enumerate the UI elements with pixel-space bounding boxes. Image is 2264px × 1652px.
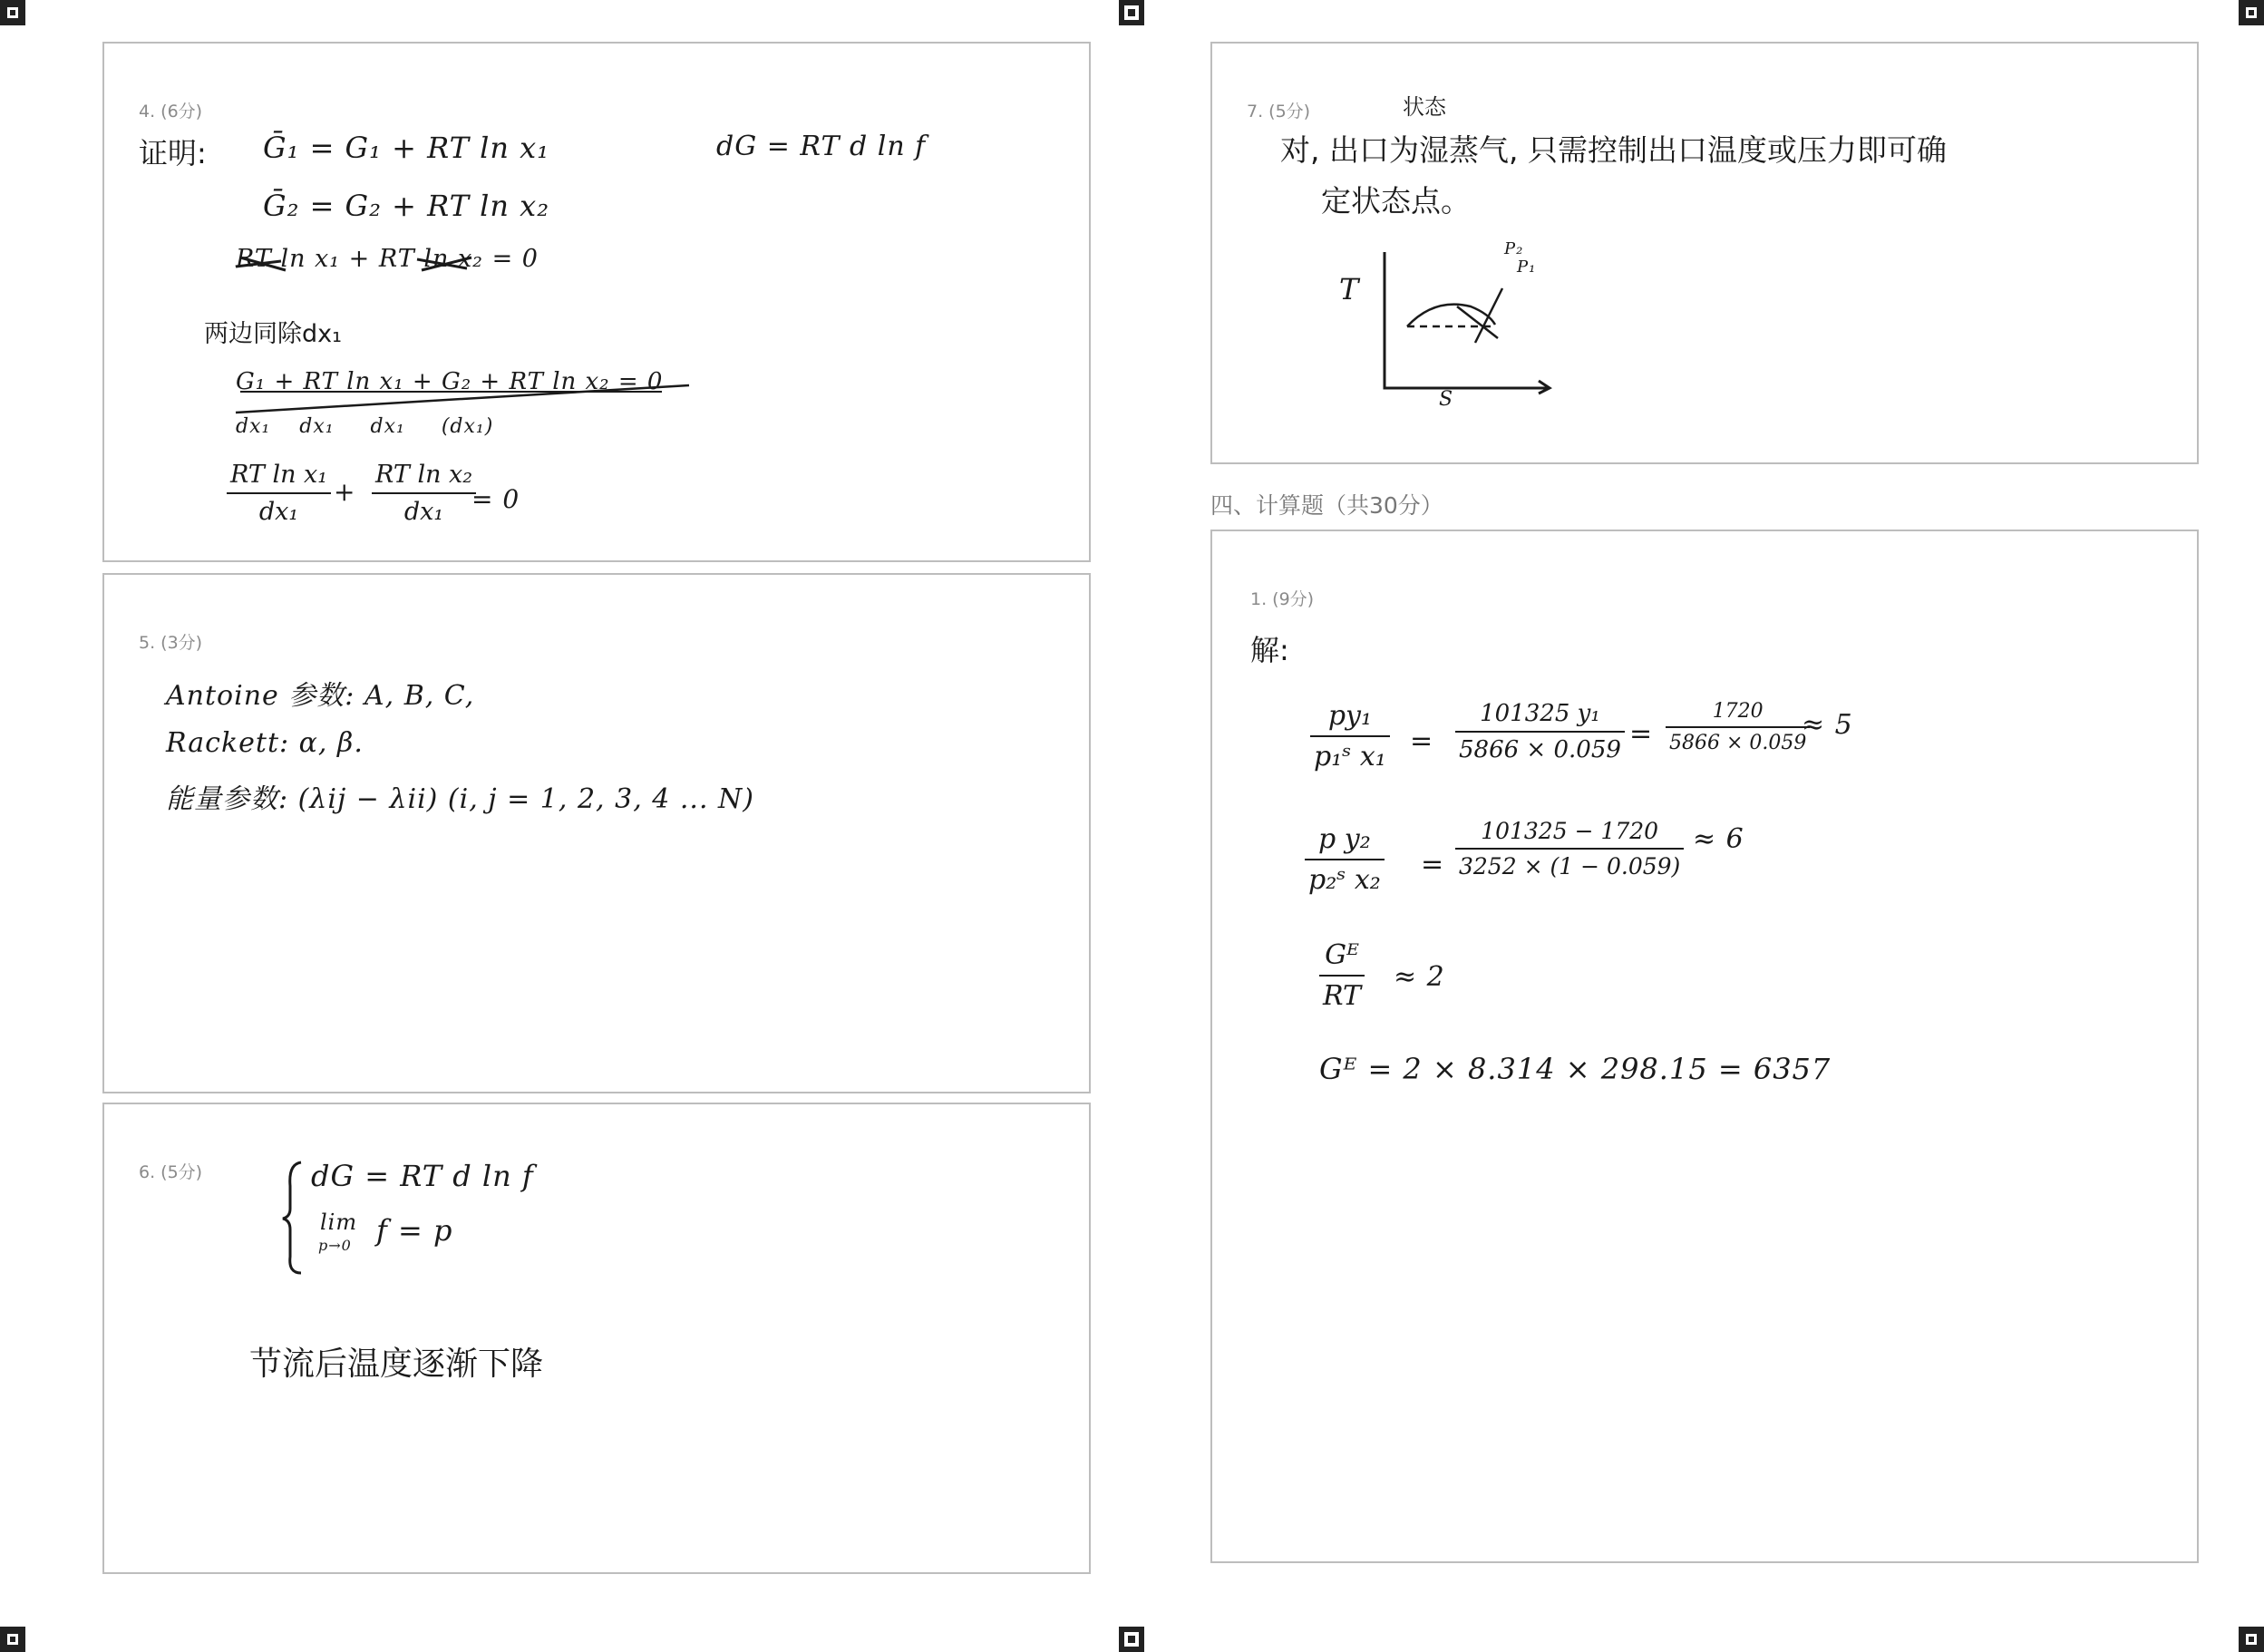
axis-label-s: S	[1439, 388, 1454, 411]
equation-line-5-denominators: dx₁ dx₁ dx₁ (dx₁)	[236, 415, 494, 438]
fraction-a-left-denominator: p₁ˢ x₁	[1314, 741, 1386, 773]
fraction-a-middle-denominator: 5866 × 0.059	[1459, 736, 1621, 763]
answer-line-1: Antoine 参数: A, B, C,	[166, 680, 475, 712]
corner-marker-top-right	[2239, 0, 2264, 25]
fraction-c	[1319, 939, 1365, 1012]
question-label: 7. (5分)	[1247, 102, 1311, 121]
equation-line-2: Ḡ₂ = G₂ + RT ln x₂	[263, 189, 550, 223]
answer-line-3: 能量参数: (λij − λii) (i, j = 1, 2, 3, 4 ... N)	[166, 783, 754, 815]
fraction-1	[227, 461, 331, 526]
answer-box-q6	[102, 1103, 1091, 1574]
fraction-a-right	[1666, 700, 1810, 754]
answer-line: 节流后温度逐渐下降	[249, 1346, 544, 1383]
fraction-c-numerator: Gᴱ	[1319, 939, 1365, 977]
brace-mark	[281, 1159, 308, 1277]
equals-sign: =	[1410, 725, 1434, 757]
equation-1: dG = RT d ln f	[311, 1159, 534, 1193]
answer-box-q7	[1210, 42, 2199, 464]
limit-text: lim	[320, 1210, 358, 1235]
result-line: Gᴱ = 2 × 8.314 × 298.15 = 6357	[1319, 1052, 1832, 1086]
answer-box-q4	[102, 42, 1091, 562]
fraction-b-left-denominator: p₂ˢ x₂	[1308, 864, 1381, 896]
corner-marker-top-left	[0, 0, 25, 25]
strikethrough-marks	[231, 250, 503, 277]
solve-label: 解:	[1250, 633, 1289, 667]
approx-b: ≈ 6	[1693, 823, 1744, 855]
approx-c: ≈ 2	[1394, 961, 1445, 993]
section-title: 四、计算题（共30分）	[1210, 492, 1443, 519]
corner-marker-bottom-center	[1119, 1627, 1144, 1652]
fraction-2-denominator: dx₁	[403, 498, 444, 526]
fraction-a-middle	[1455, 700, 1625, 763]
fraction-a-right-denominator: 5866 × 0.059	[1669, 732, 1807, 754]
equation-line-3: RT ln x₁ + RT ln x₂ = 0	[236, 245, 539, 273]
fraction-1-numerator: RT ln x₁	[227, 461, 331, 494]
corner-marker-bottom-left	[0, 1627, 25, 1652]
inserted-note: 状态	[1403, 94, 1446, 120]
answer-line-1: 对, 出口为湿蒸气, 只需控制出口温度或压力即可确	[1280, 132, 1947, 168]
equation-line-5: G₁ + RT ln x₁ + G₂ + RT ln x₂ = 0	[236, 368, 664, 395]
proof-label: 证明:	[139, 136, 207, 170]
fraction-2-numerator: RT ln x₂	[372, 461, 476, 494]
fraction-b-left	[1305, 823, 1385, 896]
fraction-2	[372, 461, 476, 526]
corner-marker-bottom-right	[2239, 1627, 2264, 1652]
equation-line-4: 两边同除dx₁	[204, 320, 342, 348]
plus-sign: +	[334, 477, 356, 507]
fraction-a-middle-numerator: 101325 y₁	[1455, 700, 1625, 733]
corner-marker-top-center	[1119, 0, 1144, 25]
equation-right: dG = RT d ln f	[716, 131, 927, 162]
equals-sign: =	[1629, 718, 1654, 750]
approx-a: ≈ 5	[1802, 709, 1853, 741]
fraction-a-right-numerator: 1720	[1666, 700, 1810, 728]
fraction-a-left	[1310, 700, 1390, 773]
answer-line-2: Rackett: α, β.	[166, 727, 364, 759]
question-label: 4. (6分)	[139, 102, 203, 121]
question-label: 6. (5分)	[139, 1162, 203, 1182]
fraction-b-middle-denominator: 3252 × (1 − 0.059)	[1459, 853, 1681, 879]
answer-line-2: 定状态点。	[1321, 183, 1471, 219]
fraction-b-middle	[1455, 818, 1684, 879]
equals-sign: =	[1421, 849, 1445, 880]
equals-zero: = 0	[471, 484, 520, 514]
axis-label-t: T	[1339, 272, 1360, 306]
limit-subscript: p→0	[318, 1237, 352, 1254]
pressure-label-p2: P₂	[1504, 239, 1524, 258]
fraction-1-denominator: dx₁	[258, 498, 299, 526]
fraction-b-middle-numerator: 101325 − 1720	[1455, 818, 1684, 850]
question-label: 1. (9分)	[1250, 589, 1315, 609]
equation-line-1: Ḡ₁ = G₁ + RT ln x₁	[263, 131, 550, 165]
fraction-b-left-numerator: p y₂	[1305, 823, 1385, 860]
strikethrough-line	[227, 372, 698, 417]
answer-box-q5	[102, 573, 1091, 1093]
pressure-label-p1: P₁	[1517, 258, 1537, 277]
question-label: 5. (3分)	[139, 633, 203, 653]
answer-box-c1	[1210, 530, 2199, 1563]
fraction-c-denominator: RT	[1323, 980, 1362, 1012]
equation-2: f = p	[376, 1213, 453, 1248]
fraction-a-left-numerator: py₁	[1310, 700, 1390, 737]
